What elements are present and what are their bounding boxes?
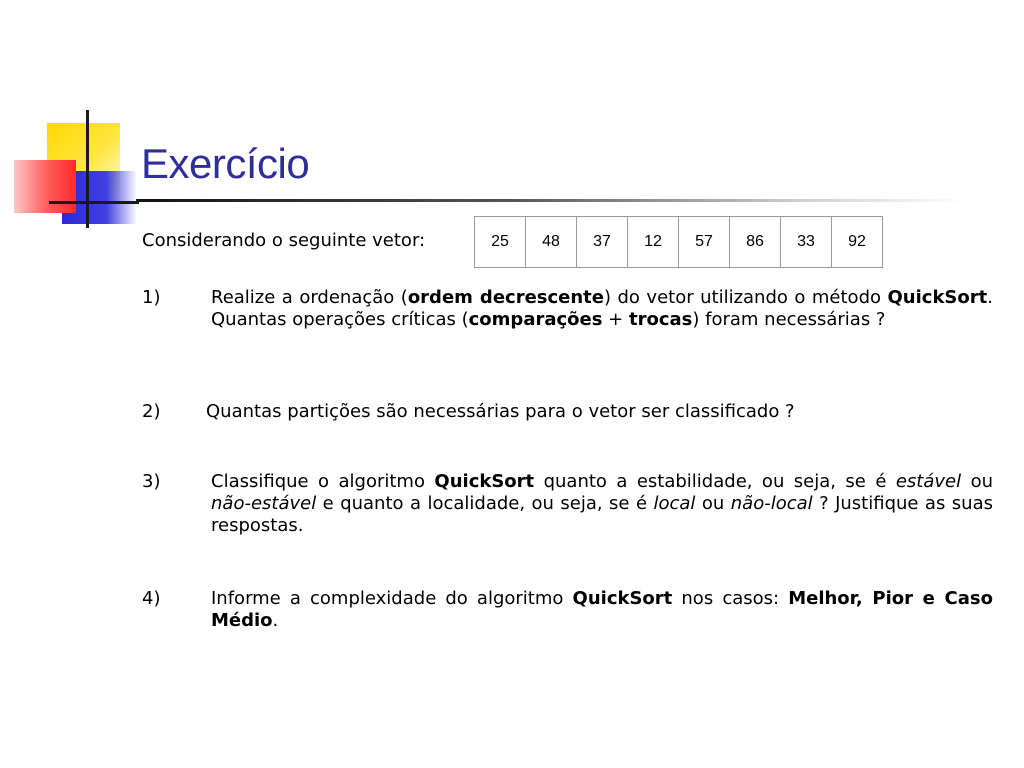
text-span: ) do vetor utilizando o método bbox=[604, 287, 888, 308]
text-span: ou bbox=[695, 493, 731, 514]
italic-span: local bbox=[653, 493, 696, 514]
vector-table bbox=[474, 216, 883, 268]
question-text bbox=[206, 401, 988, 423]
bold-span: ordem decrescente bbox=[407, 287, 604, 308]
vertical-line-shape bbox=[86, 110, 89, 228]
bold-span: QuickSort bbox=[434, 471, 535, 492]
vector-cell: 37 bbox=[577, 217, 628, 268]
vector-cell: 25 bbox=[475, 217, 526, 268]
question-number: 4) bbox=[142, 588, 161, 609]
bold-span: comparações bbox=[468, 309, 603, 330]
vector-cell: 57 bbox=[679, 217, 730, 268]
question-number: 1) bbox=[142, 287, 161, 308]
text-span: e quanto a localidade, ou seja, se é bbox=[316, 493, 654, 514]
text-span: Classifique o algoritmo bbox=[211, 471, 435, 492]
text-span: nos casos: bbox=[672, 588, 789, 609]
vector-cell: 92 bbox=[832, 217, 883, 268]
question-text bbox=[211, 588, 993, 632]
horizontal-line-shape bbox=[49, 201, 139, 204]
text-span: . bbox=[272, 610, 279, 631]
italic-span: não-local bbox=[730, 493, 813, 514]
vector-cell: 12 bbox=[628, 217, 679, 268]
text-span: quanto a estabilidade, ou seja, se é bbox=[534, 471, 896, 492]
bold-span: Melhor, Pior e Caso Médio bbox=[211, 588, 993, 631]
decorative-logo bbox=[0, 0, 150, 240]
bold-span: QuickSort bbox=[887, 287, 988, 308]
question-number: 3) bbox=[142, 471, 161, 492]
question-text bbox=[211, 471, 993, 537]
bold-span: QuickSort bbox=[572, 588, 673, 609]
italic-span: estável bbox=[895, 471, 962, 492]
text-span: ) foram necessárias ? bbox=[692, 309, 886, 330]
vector-cell: 86 bbox=[730, 217, 781, 268]
vector-cell: 48 bbox=[526, 217, 577, 268]
text-span: ou bbox=[961, 471, 993, 492]
question-number: 2) bbox=[142, 401, 161, 422]
page-title: Exercício bbox=[141, 140, 310, 187]
red-square-shape bbox=[14, 160, 76, 213]
text-span: Quantas partições são necessárias para o vetor ser classificado ? bbox=[206, 401, 795, 422]
text-span: Realize a ordenação ( bbox=[211, 287, 408, 308]
text-span: + bbox=[602, 309, 629, 330]
intro-text: Considerando o seguinte vetor: bbox=[142, 230, 426, 251]
question-text bbox=[211, 287, 993, 331]
text-span: Informe a complexidade do algoritmo bbox=[211, 588, 573, 609]
text-span: ? Justifique as suas respostas. bbox=[211, 493, 993, 536]
vector-cell: 33 bbox=[781, 217, 832, 268]
text-span: . Quantas operações críticas ( bbox=[211, 287, 993, 330]
italic-span: não-estável bbox=[211, 493, 317, 514]
title-underline bbox=[136, 199, 966, 202]
bold-span: trocas bbox=[628, 309, 693, 330]
